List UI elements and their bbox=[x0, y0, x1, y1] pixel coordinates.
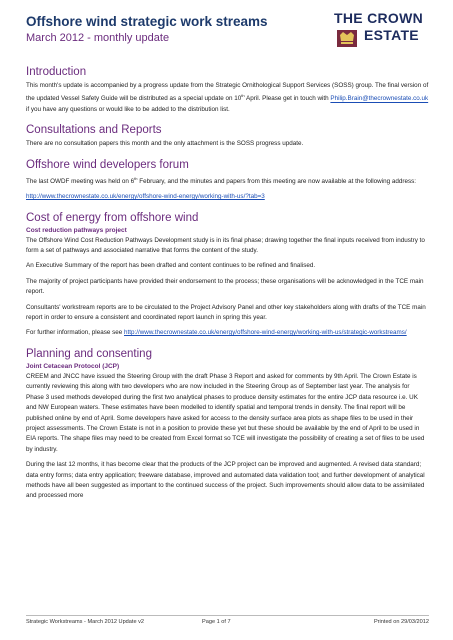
paragraph: The Offshore Wind Cost Reduction Pathways Development study is in its final phase; drawing together the final inputs received from industry to form a set of pathways and associated narrative that forms the content of the study. bbox=[26, 236, 425, 255]
paragraph: There are no consultation papers this month and the only attachment is the SOSS progress update. bbox=[26, 140, 304, 148]
paragraph: Consultants' workstream reports are to be circulated to the Project Advisory Panel and other key stakeholders along with drafts of the TCE main report in order to ensure a consistent and coordinated report launch in spring this year. bbox=[26, 303, 426, 322]
workstreams-link[interactable]: http://www.thecrownestate.co.uk/energy/offshore-wind-energy/working-with-us/strategic-workstreams/ bbox=[124, 329, 407, 337]
paragraph-text: February, and the minutes and papers from this meeting are now available at the following address: bbox=[137, 177, 416, 185]
email-link[interactable]: Philip.Brain@thecrownestate.co.uk bbox=[330, 95, 429, 103]
crown-estate-logo bbox=[334, 10, 432, 54]
section-cost-of-energy bbox=[26, 212, 429, 339]
paragraph-text: The last OWDF meeting was held on 6 bbox=[26, 177, 135, 185]
superscript: th bbox=[134, 175, 138, 181]
footer-document-name: Strategic Workstreams - March 2012 Update v2 bbox=[26, 619, 145, 625]
section-heading: Consultations and Reports bbox=[26, 124, 162, 137]
paragraph-text: April. Please get in touch with bbox=[244, 95, 331, 103]
section-subheading: Joint Cetacean Protocol (JCP) bbox=[26, 362, 120, 370]
footer-print-date: Printed on 29/03/2012 bbox=[373, 619, 429, 625]
section-heading: Planning and consenting bbox=[26, 347, 152, 360]
page-footer bbox=[26, 619, 429, 629]
section-heading: Offshore wind developers forum bbox=[26, 158, 189, 171]
document-body bbox=[26, 66, 429, 511]
paragraph: An Executive Summary of the report has been drafted and content continues to be refined and finalised. bbox=[26, 262, 316, 270]
document-subtitle: March 2012 - monthly update bbox=[26, 32, 170, 44]
section-heading: Cost of energy from offshore wind bbox=[26, 211, 199, 224]
paragraph-text: if you have any questions or would like to be added to the distribution list. bbox=[26, 105, 230, 113]
paragraph: CREEM and JNCC have issued the Steering Group with the draft Phase 3 Report and asked for comments by 9th April. The Crown Estate is currently reviewing this along with two developers who are now included in the Steering Group as of September last year. The analysis for Phase 3 used methods developed during the first two analytical phases to produce density estimates for the entire JCP data resource i.e. UK and NW European waters. These estimates have been modelled to identify spatial and temporal trends in density. The final report will be published online by end of April. Some developers have asked for access to the density surface area plots as shape files to be used in their project assessments. The Crown Estate is not in a position to provide these yet but these should be available by the end of April to be used in EIA reports. The shape files may need to be created from Excel format so TCE will investigate the possibility of creating a set of files to be used by industry. bbox=[26, 372, 425, 453]
paragraph: During the last 12 months, it has become clear that the products of the JCP project can be improved and augmented. A revised data standard; data entry forms; data entry application; freeware database, improved and automated data validation tool; and further development of analytical methods have all been suggested as important to the continued success of the project. Such improvements should allow data to be assimilated and processed more bbox=[26, 461, 425, 500]
logo-text-line2: ESTATE bbox=[364, 27, 419, 43]
paragraph-text: This month's update is accompanied by a progress update from the Strategic Ornithological Support Services (SOSS) group. The final version of the updated Vessel Safety Guide will be distributed as a special update on 10 bbox=[26, 82, 429, 103]
paragraph: The majority of project participants have provided their endorsement to the process; these organisations will be acknowledged in the TCE main report. bbox=[26, 277, 424, 296]
section-introduction bbox=[26, 66, 429, 115]
paragraph bbox=[26, 192, 429, 202]
section-heading: Introduction bbox=[26, 66, 87, 78]
section-consultations bbox=[26, 124, 429, 149]
section-subheading: Cost reduction pathways project bbox=[26, 226, 127, 234]
logo-text-line1: THE CROWN bbox=[334, 10, 424, 26]
owdf-link[interactable]: http://www.thecrownestate.co.uk/energy/offshore-wind-energy/working-with-us/?tab=3 bbox=[26, 193, 265, 201]
paragraph bbox=[26, 81, 429, 115]
paragraph-text: For further information, please see bbox=[26, 329, 124, 337]
crown-crest-icon bbox=[334, 27, 360, 49]
document-title: Offshore wind strategic work streams bbox=[26, 14, 268, 29]
paragraph bbox=[26, 174, 429, 188]
footer-page-number: Page 1 of 7 bbox=[202, 619, 231, 625]
footer-divider bbox=[26, 615, 429, 616]
section-developers-forum bbox=[26, 159, 429, 203]
superscript: th bbox=[241, 93, 245, 99]
section-planning bbox=[26, 348, 429, 502]
paragraph bbox=[26, 328, 429, 338]
